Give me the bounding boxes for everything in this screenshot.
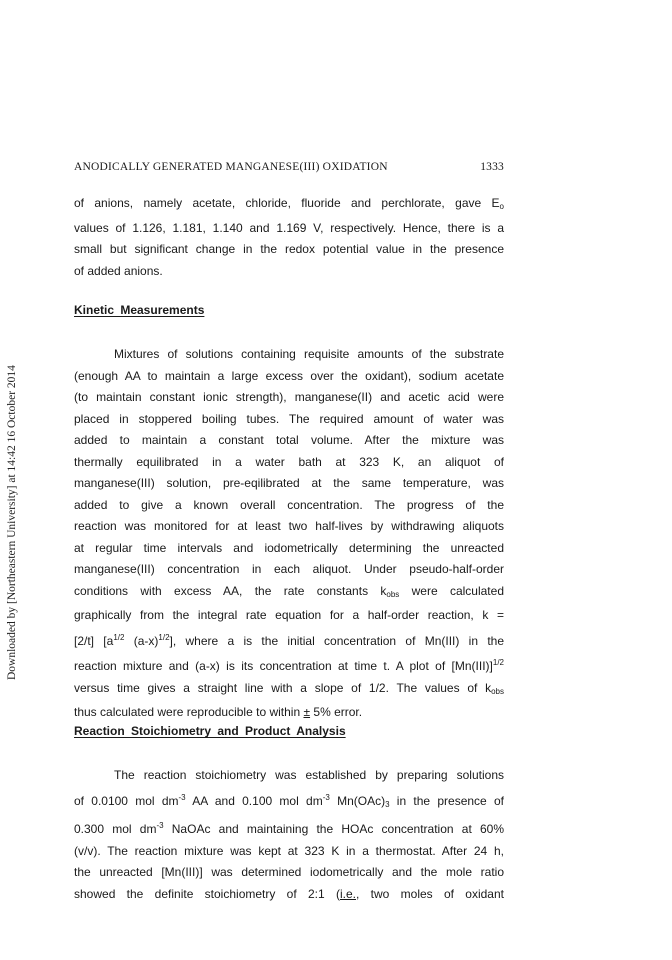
text-line: (v/v). The reaction mixture was kept at 323 K in a thermostat. After 24 h, (74, 843, 504, 858)
text-line: of anions, namely acetate, chloride, fluoride and perchlorate, gave $E_o$ (74, 196, 504, 211)
text-line: Mixtures of solutions containing requisite amounts of the substrate (114, 347, 504, 361)
text-line: thus calculated were reproducible to within ± 5% error. (74, 705, 363, 719)
text-line: [2/t] [$a^{1/2}$ $(a-x)^{1/2}$], where a is the initial concentration of Mn(III) in the (74, 632, 504, 648)
running-header (74, 161, 504, 173)
text-line: thermally equilibrated in a water bath at 323 K, an aliquot of (74, 454, 504, 469)
text-line: graphically from the integral rate equation for a half-order reaction, k = (74, 608, 504, 622)
text-line: of 0.0100 mol $dm^{-3}$ AA and 0.100 mol $dm^{-3}$ $Mn(OAc)_3$ in the presence of (74, 792, 504, 809)
text-line: (to maintain constant ionic strength), manganese(II) and acetic acid were (74, 390, 504, 404)
text-line: (enough AA to maintain a large excess over the oxidant), sodium acetate (74, 368, 504, 383)
text-line: reaction mixture and (a-x) is its concentration at time t. A plot of $[Mn(III)]^{1/2}$ (74, 658, 504, 673)
text-line: added to give a known overall concentration. The progress of the (74, 497, 504, 512)
text-line: at regular time intervals and iodometrically determining the unreacted (74, 540, 504, 555)
stoichiometry-paragraph (74, 765, 504, 905)
text-line: reaction was monitored for at least two half-lives by withdrawing aliquots (74, 519, 504, 533)
stoichiometry-heading: Reaction Stoichiometry and Product Analysis (74, 724, 346, 738)
text-line: placed in stoppered boiling tubes. The required amount of water was (74, 411, 504, 426)
text-line: conditions with excess AA, the rate constants $k_{obs}$ were calculated (74, 583, 504, 599)
page-number: 1333 (480, 161, 504, 173)
running-title: ANODICALLY GENERATED MANGANESE(III) OXIDATION (74, 161, 388, 173)
kinetic-measurements-heading: Kinetic Measurements (74, 303, 205, 317)
kinetic-paragraph (74, 344, 504, 724)
text-line: manganese(III) solution, pre-eqilibrated at the same temperature, was (74, 476, 504, 490)
text-line: values of 1.126, 1.181, 1.140 and 1.169 V, respectively. Hence, there is a (74, 220, 504, 235)
text-line: The reaction stoichiometry was established by preparing solutions (114, 768, 504, 782)
text-line: small but significant change in the redox potential value in the presence (74, 242, 504, 256)
intro-paragraph (74, 193, 504, 282)
text-line: 0.300 mol $dm^{-3}$ NaOAc and maintaining the HOAc concentration at 60% (74, 821, 504, 836)
text-line: manganese(III) concentration in each aliquot. Under pseudo-half-order (74, 562, 504, 576)
text-line: showed the definite stoichiometry of 2:1 (i.e., two moles of oxidant (74, 886, 504, 901)
text-line: versus time gives a straight line with a slope of 1/2. The values of $k_{obs}$ (74, 680, 504, 696)
text-line: added to maintain a constant total volume. After the mixture was (74, 433, 504, 447)
text-line: of added anions. (74, 263, 163, 278)
download-watermark: Downloaded by [Northeastern University] at 14:42 16 October 2014 (6, 365, 18, 680)
text-line: the unreacted [Mn(III)] was determined iodometrically and the mole ratio (74, 865, 504, 879)
